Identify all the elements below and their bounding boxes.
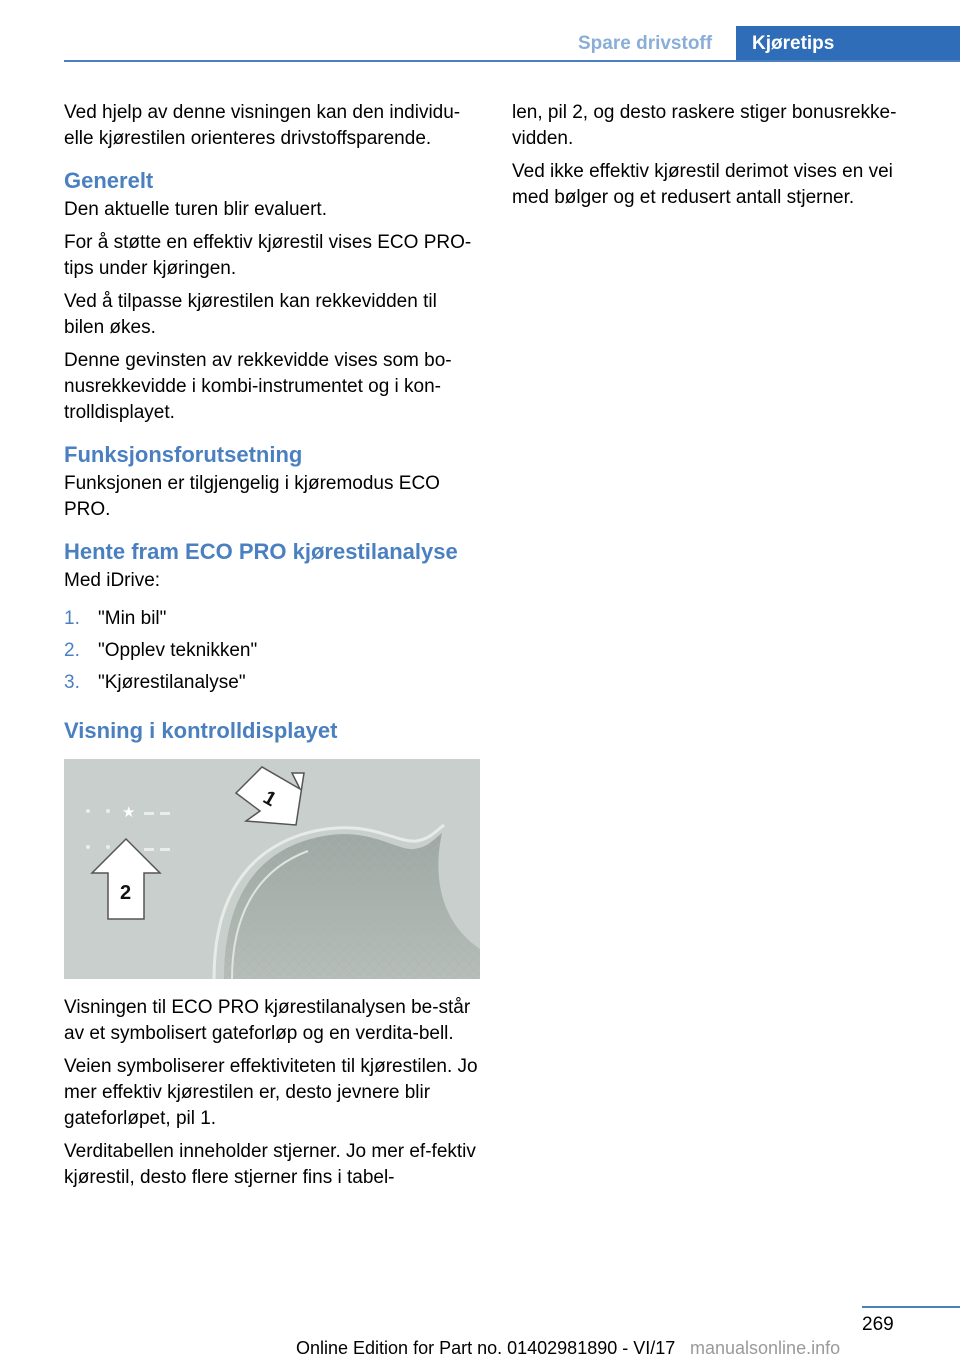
empty-star-marker — [106, 845, 110, 849]
eco-pro-illustration — [64, 759, 480, 979]
list-item — [64, 670, 480, 702]
left-column — [64, 100, 480, 1198]
empty-star-marker — [86, 809, 90, 813]
heading-hente-fram: Hente fram ECO PRO kjørestilanalyse — [64, 539, 458, 564]
rating-row — [86, 804, 170, 821]
heading-visning: Visning i kontrolldisplayet — [64, 718, 338, 743]
footer-watermark: manualsonline.info — [690, 1338, 841, 1358]
empty-star-marker — [86, 845, 90, 849]
empty-star-marker — [106, 809, 110, 813]
list-item — [64, 638, 480, 670]
star-icon: ★ — [122, 804, 136, 821]
paragraph: Den aktuelle turen blir evaluert. — [64, 199, 327, 220]
paragraph: Ved ikke effektiv kjørestil derimot vises en vei med bølger og et redusert antall stjerner. — [512, 161, 893, 208]
step-text: "Min bil" — [98, 608, 167, 629]
header-chapter-tab: Kjøretips — [736, 26, 960, 62]
paragraph: Denne gevinsten av rekkevidde vises som bo-nusrekkevidde i kombi-instrumentet og i kon-trolldisplayet. — [64, 350, 452, 423]
list-item — [64, 606, 480, 638]
paragraph: For å støtte en effektiv kjørestil vises ECO PRO-tips under kjøringen. — [64, 232, 472, 279]
dash-marker — [144, 848, 154, 851]
dash-marker — [144, 812, 154, 815]
intro-paragraph: Ved hjelp av denne visningen kan den individu-elle kjørestilen orienteres drivstoffsparende. — [64, 102, 461, 149]
arrow-1-icon — [236, 767, 304, 825]
step-number: 1. — [64, 608, 80, 629]
page-number: 269 — [862, 1314, 894, 1335]
paragraph: Med iDrive: — [64, 570, 161, 591]
header-divider — [64, 60, 960, 62]
eco-pro-display-figure — [64, 759, 480, 979]
paragraph: Veien symboliserer effektiviteten til kjørestilen. Jo mer effektiv kjørestilen er, desto jevnere blir gateforløpet, pil 1. — [64, 1056, 478, 1129]
arrow-2-label: 2 — [120, 882, 132, 904]
paragraph: len, pil 2, og desto raskere stiger bonusrekke-vidden. — [512, 102, 897, 149]
header-section-title: Spare drivstoff — [578, 33, 713, 54]
arrow-1-label: 1 — [259, 786, 280, 812]
paragraph: Verditabellen inneholder stjerner. Jo mer ef-fektiv kjørestil, desto flere stjerner fins i tabel- — [64, 1141, 476, 1188]
paragraph: Ved å tilpasse kjørestilen kan rekkevidden til bilen økes. — [64, 291, 437, 338]
paragraph: Funksjonen er tilgjengelig i kjøremodus ECO PRO. — [64, 473, 440, 520]
footer-edition-text: Online Edition for Part no. 01402981890 - VI/17 — [296, 1338, 676, 1358]
step-text: "Opplev teknikken" — [98, 640, 258, 661]
step-number: 2. — [64, 640, 80, 661]
step-text: "Kjørestilanalyse" — [98, 672, 246, 693]
step-number: 3. — [64, 672, 80, 693]
paragraph: Visningen til ECO PRO kjørestilanalysen be-står av et symbolisert gateforløp og en verdita-bell. — [64, 997, 471, 1044]
step-list — [64, 606, 480, 702]
dash-marker — [160, 848, 170, 851]
heading-funksjonsforutsetning: Funksjonsforutsetning — [64, 442, 303, 467]
right-column — [512, 100, 924, 218]
dash-marker — [160, 812, 170, 815]
footer-divider — [862, 1306, 960, 1308]
heading-generelt: Generelt — [64, 168, 154, 193]
